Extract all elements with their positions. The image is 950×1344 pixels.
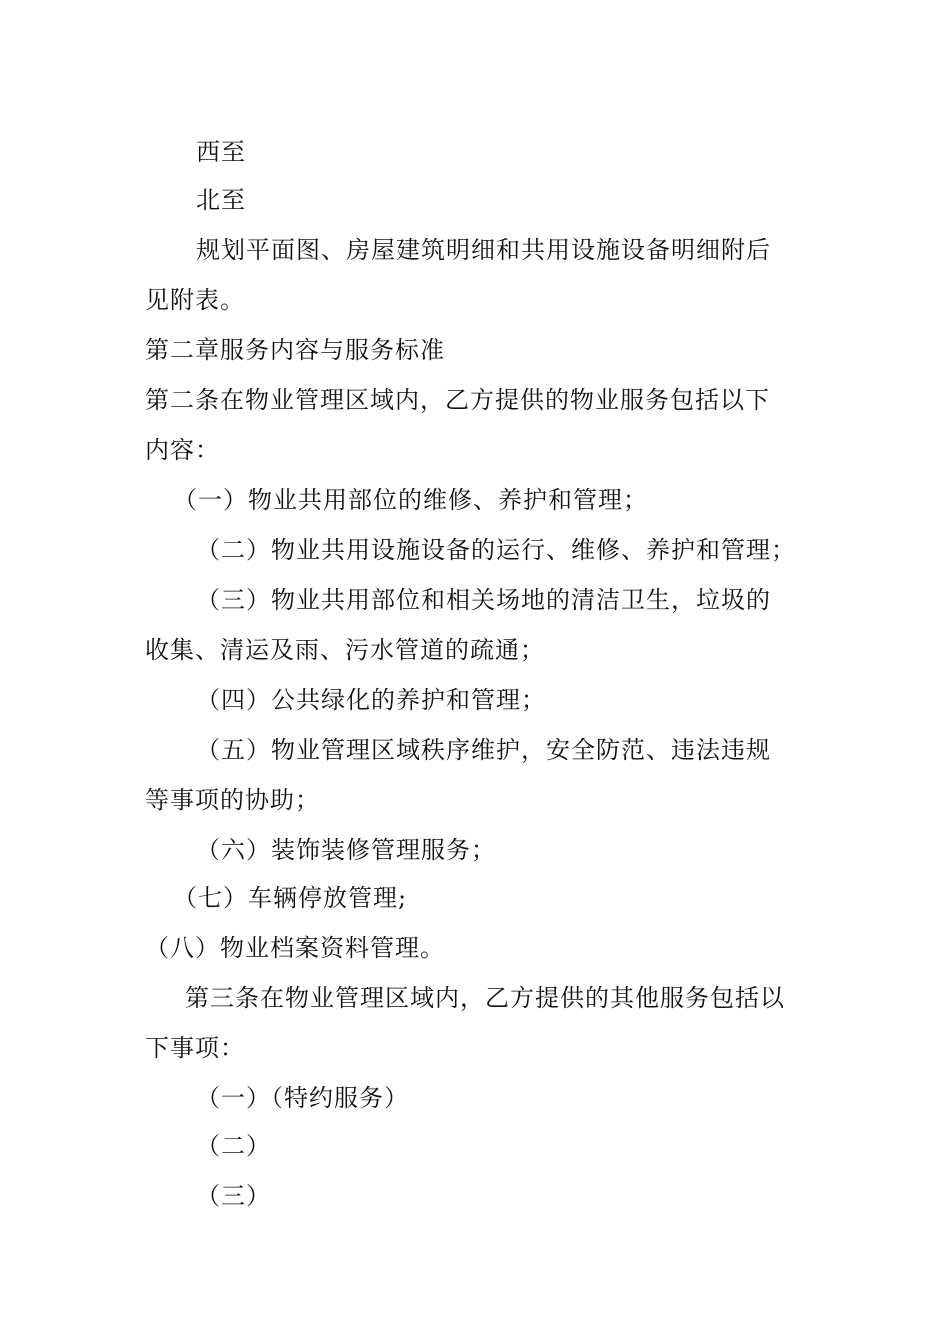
list-item: （二）物业共用设施设备的运行、维修、养护和管理； [196, 536, 796, 564]
article-heading: 第二条在物业管理区域内，乙方提供的物业服务包括以下 [145, 386, 770, 414]
list-item: （七）车辆停放管理; [173, 884, 408, 912]
list-item: （六）装饰装修管理服务； [196, 836, 496, 864]
list-item: （三） [196, 1182, 271, 1210]
list-item: （八）物业档案资料管理。 [145, 934, 445, 962]
chapter-heading: 第二章服务内容与服务标准 [145, 336, 445, 364]
text-line: 下事项： [145, 1034, 245, 1062]
list-item: （二） [196, 1132, 271, 1160]
list-item: （五）物业管理区域秩序维护，安全防范、违法违规 [196, 736, 771, 764]
list-item: （四）公共绿化的养护和管理； [196, 686, 546, 714]
text-line: 内容： [145, 436, 220, 464]
text-line: 收集、清运及雨、污水管道的疏通； [145, 636, 545, 664]
list-item: （一）（特约服务） [196, 1084, 409, 1112]
text-line: 规划平面图、房屋建筑明细和共用设施设备明细附后 [196, 236, 771, 264]
list-item: （三）物业共用部位和相关场地的清洁卫生，垃圾的 [196, 586, 771, 614]
text-line: 见附表。 [145, 286, 245, 314]
article-heading: 第三条在物业管理区域内，乙方提供的其他服务包括以 [185, 984, 785, 1012]
list-item: （一）物业共用部位的维修、养护和管理； [173, 486, 648, 514]
text-line: 北至 [196, 186, 246, 214]
text-line: 等事项的协助； [145, 786, 320, 814]
text-line: 西至 [196, 138, 246, 166]
